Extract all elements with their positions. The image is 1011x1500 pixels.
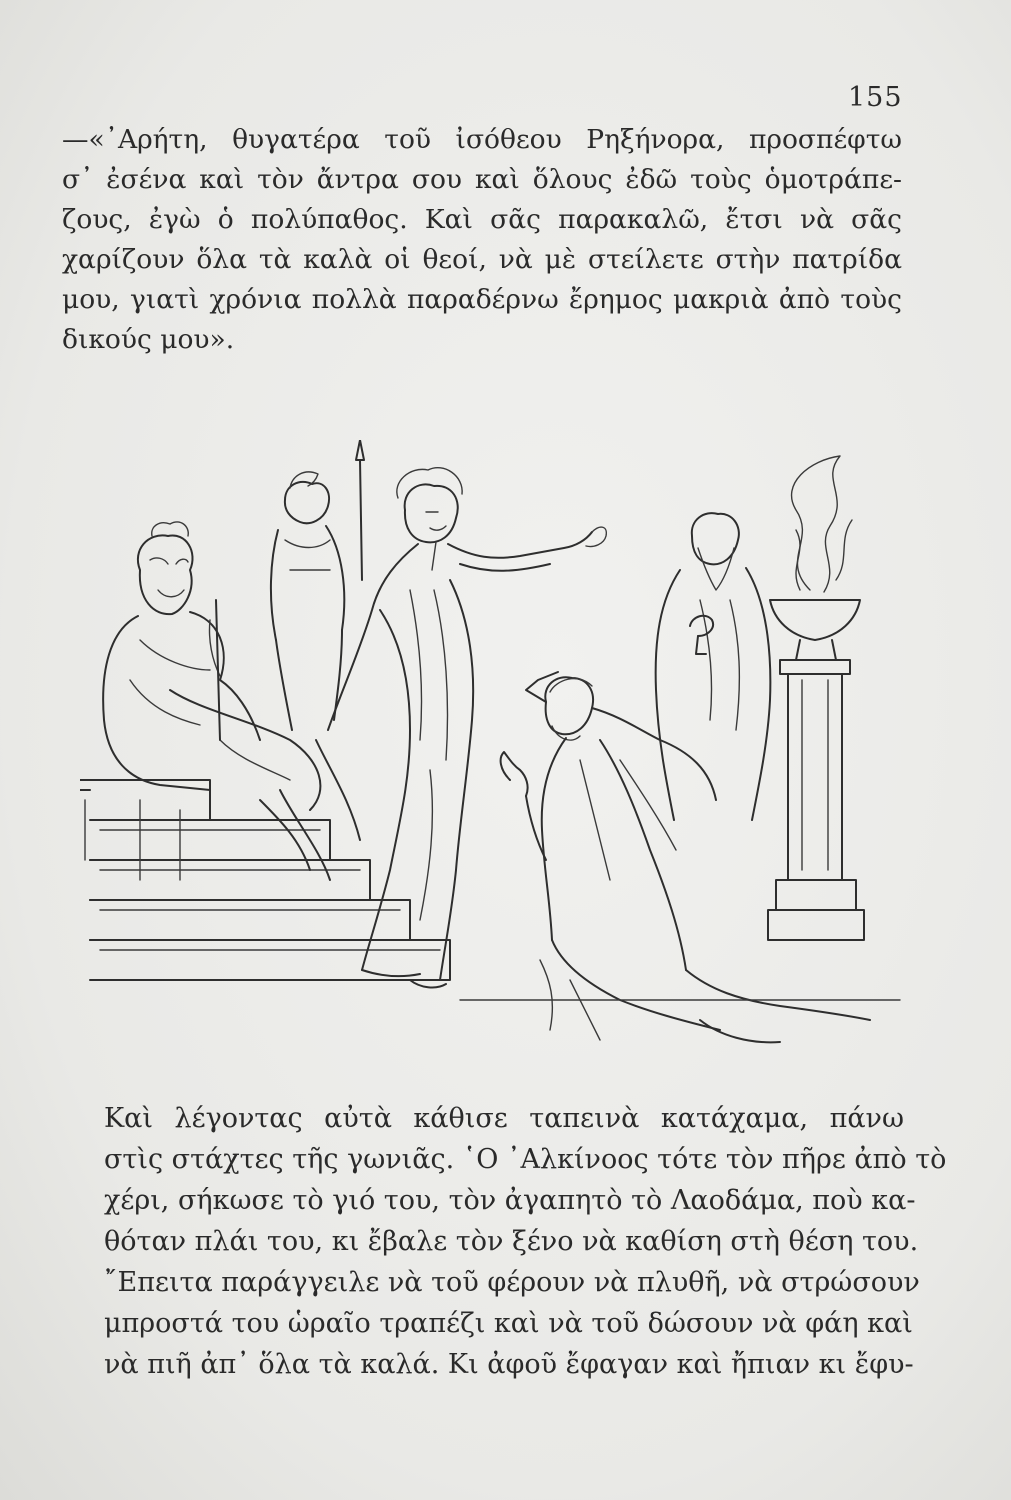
text-line: μου, γιατὶ χρόνια πολλὰ παραδέρνω ἔρημος μακριὰ ἀπὸ τοὺς <box>62 284 902 315</box>
altar-column-drawing <box>768 456 864 940</box>
text-line: στὶς στάχτες τῆς γωνιᾶς. ῾Ο ᾿Αλκίνοος τότε τὸν πῆρε ἀπὸ τὸ <box>104 1144 947 1175</box>
steps-drawing <box>80 780 450 980</box>
text-line: χαρίζουν ὅλα τὰ καλὰ οἱ θεοί, νὰ μὲ στείλετε στὴν πατρίδα <box>62 244 902 275</box>
kneeling-odysseus-figure <box>501 672 870 1042</box>
bottom-paragraph <box>104 1098 947 1385</box>
text-line: σ᾿ ἐσένα καὶ τὸν ἄντρα σου καὶ ὅλους ἐδῶ τοὺς ὁμοτράπε- <box>62 164 902 195</box>
top-paragraph <box>62 120 902 360</box>
text-line: χέρι, σήκωσε τὸ γιό του, τὸν ἀγαπητὸ τὸ Λαοδάμα, ποὺ κα- <box>104 1185 916 1216</box>
text-line: μπροστά του ὡραῖο τραπέζι καὶ νὰ τοῦ δώσουν νὰ φάη καὶ <box>104 1308 913 1339</box>
text-line: ῎Επειτα παράγγειλε νὰ τοῦ φέρουν νὰ πλυθῆ, νὰ στρώσουν <box>104 1267 920 1298</box>
page-number: 155 <box>848 82 903 113</box>
text-line: νὰ πιῆ ἀπ᾿ ὅλα τὰ καλά. Κι ἀφοῦ ἔφαγαν καὶ ἤπιαν κι ἔφυ- <box>104 1349 914 1380</box>
seated-king-figure <box>103 522 330 880</box>
text-line: Καὶ λέγοντας αὐτὰ κάθισε ταπεινὰ κατάχαμα, πάνω <box>104 1103 904 1134</box>
illustration-suppliant-scene <box>80 440 910 1080</box>
text-line: ζους, ἐγὼ ὁ πολύπαθος. Καὶ σᾶς παρακαλῶ, ἔτσι νὰ σᾶς <box>62 204 902 235</box>
priest-figure <box>656 513 771 820</box>
text-line: —«᾿Αρήτη, θυγατέρα τοῦ ἰσόθεου Ρηξήνορα, προσπέφτω <box>62 124 902 155</box>
text-line: δικούς μου». <box>62 324 235 355</box>
guard-figure <box>271 440 364 730</box>
line-drawing <box>80 440 910 1080</box>
text-line: θόταν πλάι του, κι ἔβαλε τὸν ξένο νὰ καθίση στὴ θέση του. <box>104 1226 919 1257</box>
